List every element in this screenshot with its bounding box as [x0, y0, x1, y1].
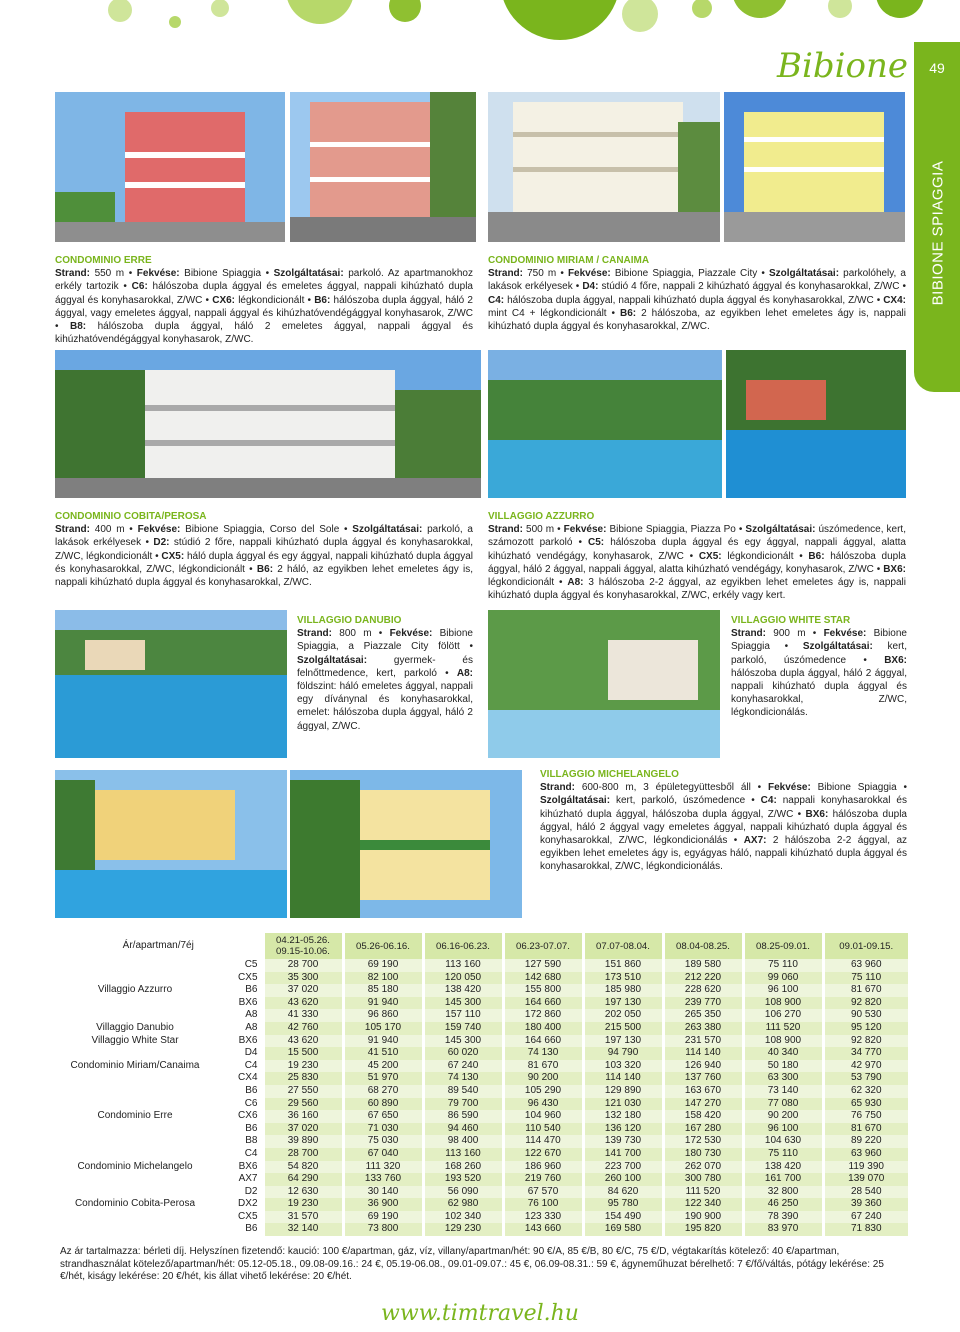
hotel-name: [55, 1148, 215, 1161]
period-header: 07.07-08.04.: [583, 933, 663, 959]
price-cell: 106 270: [743, 1009, 823, 1022]
price-cell: 263 380: [663, 1022, 743, 1035]
desc-villaggio-azzurro: VILLAGGIO AZZURRO Strand: 500 m • Fekvése: Bibione Spiaggia, Piazza Po • Szolgáltatásai: úszómedence, kert, számozott parkoló • C5: hálószoba dupla ággyal és egy ággyal, nappali ággyal, alatta kihúzható vendégágy, konyhasarok, Z/WC • CX5: légkondicionált • B6: hálószoba dupla ággyal, háló 2 ággyal, nappali ággyal, alatta kihúzható vendégágy, konyhasarok, Z/WC • BX6: légkondicionált • A8: 3 hálószoba 2-2 ággyal, az egyikben lehet emeletes ágy is, nappali kihúzható dupla ággyal és konyhasarokkal, Z/WC, erkély vagy kert.: [488, 511, 906, 602]
apartment-type: D2: [244, 1185, 258, 1197]
apartment-type: CX4: [238, 1072, 258, 1084]
price-cell: 62 320: [823, 1085, 908, 1098]
hotel-name: [55, 1186, 215, 1199]
price-row: [55, 1035, 908, 1048]
price-cell: 32 140: [263, 1223, 343, 1236]
hotel-name: Villaggio Danubio: [96, 1021, 174, 1033]
price-cell: 90 200: [503, 1072, 583, 1085]
section-title: CONDOMINIO MIRIAM / CANAIMA: [488, 255, 650, 266]
price-cell: 180 400: [503, 1022, 583, 1035]
hotel-name: Condominio Michelangelo: [77, 1160, 193, 1172]
price-cell: 41 330: [263, 1009, 343, 1022]
photo-white-star-1: [488, 610, 720, 758]
section-title: CONDOMINIO ERRE: [55, 255, 152, 266]
price-cell: 81 670: [503, 1060, 583, 1073]
hotel-name: [55, 1085, 215, 1098]
price-cell: 126 940: [663, 1060, 743, 1073]
price-cell: 29 560: [263, 1098, 343, 1111]
price-cell: 212 220: [663, 972, 743, 985]
price-cell: 133 760: [343, 1173, 423, 1186]
desc-villaggio-white-star: VILLAGGIO WHITE STAR Strand: 900 m • Fekvése: Bibione Spiaggia • Szolgáltatásai: kert, parkoló, úszómedence • BX6: hálószoba dupla ággyal, háló 2 ággyal, nappali kihúzható dupla ággyal és konyhasarokkal, Z/WC, légkondicionálás.: [731, 615, 907, 719]
price-cell: 81 670: [823, 984, 908, 997]
price-row: [55, 1161, 908, 1174]
price-cell: 32 800: [743, 1186, 823, 1199]
period-header: 06.23-07.07.: [503, 933, 583, 959]
desc-condominio-erre: CONDOMINIO ERRE Strand: 550 m • Fekvése: Bibione Spiaggia • Szolgáltatásai: parkoló. Az apartmanokhoz erkély tartozik • C6: hálószoba dupla ággyal és emeletes ággyal, nappali kihúzható dupla ággyal és konyhasarokkal, Z/WC • CX6: légkondicionált • B6: hálószoba dupla ággyal, háló 2 ággyal, vagy emeletes ággyal, nappali ággyal és kihúzhatóvendégággyal konyhasarok, Z/WC • B8: hálószoba dupla ággyal, háló 2 emeletes ággyal, nappali ággyal és kihúzhatóvendégággyal konyhasarok, Z/WC.: [55, 255, 473, 346]
desc-villaggio-michelangelo: VILLAGGIO MICHELANGELO Strand: 600-800 m, 3 épületegyüttesből áll • Fekvése: Bibione Spiaggia • Szolgáltatásai: kert, parkoló, úszómedence • C4: nappali konyhasarokkal és kihúzható dupla ággyal, hálószoba dupla ággyal, Z/WC • BX6: hálószoba dupla ággyal, háló 2 ággyal vagy emeletes ággyal, nappali kihúzható dupla ággyal és konyhasarokkal, Z/WC, légkondicionálás • AX7: 2 hálószoba 2-2 ággyal, az egyikben lehet emeletes ágy is, egyágyas háló, nappali kihúzható dupla ággyal és konyhasarokkal, Z/WC, légkondicionálás.: [540, 769, 908, 873]
price-cell: 145 300: [423, 1035, 503, 1048]
price-cell: 75 110: [823, 972, 908, 985]
price-cell: 67 650: [343, 1110, 423, 1123]
price-cell: 202 050: [583, 1009, 663, 1022]
price-cell: 42 760: [263, 1022, 343, 1035]
price-cell: 113 160: [423, 959, 503, 972]
price-cell: 50 180: [743, 1060, 823, 1073]
hotel-name: [55, 959, 215, 972]
price-cell: 84 620: [583, 1186, 663, 1199]
price-cell: 102 340: [423, 1211, 503, 1224]
price-cell: 86 590: [423, 1110, 503, 1123]
price-cell: 40 340: [743, 1047, 823, 1060]
photo-condominio-erre-2: [290, 92, 476, 242]
price-row: [55, 1085, 908, 1098]
price-cell: 139 070: [823, 1173, 908, 1186]
hotel-name: Villaggio White Star: [91, 1034, 179, 1046]
price-cell: 42 970: [823, 1060, 908, 1073]
price-cell: 37 020: [263, 984, 343, 997]
apartment-type: C4: [244, 1147, 258, 1159]
price-cell: 46 250: [743, 1198, 823, 1211]
desc-villaggio-danubio: VILLAGGIO DANUBIO Strand: 800 m • Fekvése: Bibione Spiaggia, a Piazzale City fölött • Szolgáltatásai: gyermek- és felnőttmedence, kert, parkoló • A8: földszint: háló emeletes ággyal, nappali egy díványnal és konyhasarokkal, emelet: hálószoba dupla ággyal, háló 2 ággyal, Z/WC.: [297, 615, 473, 732]
price-cell: 62 980: [423, 1198, 503, 1211]
price-cell: 138 420: [743, 1161, 823, 1174]
price-row: [55, 1211, 908, 1224]
price-cell: 67 040: [343, 1148, 423, 1161]
price-row: [55, 972, 908, 985]
price-cell: 104 630: [743, 1135, 823, 1148]
apartment-type: B8: [245, 1135, 258, 1147]
price-cell: 95 780: [583, 1198, 663, 1211]
price-row: [55, 1148, 908, 1161]
hotel-name: [55, 1047, 215, 1060]
price-cell: 145 300: [423, 997, 503, 1010]
price-cell: 197 130: [583, 997, 663, 1010]
price-cell: 219 760: [503, 1173, 583, 1186]
price-row: [55, 1072, 908, 1085]
price-row: [55, 1009, 908, 1022]
price-cell: 129 230: [423, 1223, 503, 1236]
price-cell: 108 900: [743, 1035, 823, 1048]
price-footnote: Az ár tartalmazza: bérleti díj. Helyszínen fizetendő: kaució: 100 €/apartman, gáz, víz, villany/apartman/hét: 90 €/A, 85 €/B, 80 €/C, 75 €/D, végtakarítás kötelező: 40 €/apartman, strandhasználat kötelező/apartman/hét: 05.12-05.18., 09.08-09.16.: 24 €, 05.19-06.08., 09.01-09.07.: 45 €, 06.09-08.31.: 59 €, ágyneműhuzat bérelhető: 7 €/fő/váltás, pótágy lekérése: 25 €/hét, kiságy lekérése: 20 €/hét, kis állat vihető lekérése: 20 €/hét.: [60, 1246, 884, 1283]
price-cell: 78 390: [743, 1211, 823, 1224]
price-cell: 122 340: [663, 1198, 743, 1211]
price-cell: 300 780: [663, 1173, 743, 1186]
brand-logo: Bibione: [777, 46, 908, 86]
price-cell: 96 430: [503, 1098, 583, 1111]
price-cell: 53 790: [823, 1072, 908, 1085]
price-cell: 141 700: [583, 1148, 663, 1161]
price-cell: 186 960: [503, 1161, 583, 1174]
price-cell: 119 390: [823, 1161, 908, 1174]
price-cell: 180 730: [663, 1148, 743, 1161]
price-cell: 167 280: [663, 1123, 743, 1136]
price-cell: 35 300: [263, 972, 343, 985]
apartment-type: A8: [245, 1021, 258, 1033]
price-cell: 185 980: [583, 984, 663, 997]
price-cell: 75 110: [743, 1148, 823, 1161]
price-cell: 123 330: [503, 1211, 583, 1224]
price-cell: 39 890: [263, 1135, 343, 1148]
period-header: 05.26-06.16.: [343, 933, 423, 959]
price-cell: 122 670: [503, 1148, 583, 1161]
price-cell: 127 590: [503, 959, 583, 972]
photo-canaima-1: [724, 92, 905, 242]
price-cell: 151 860: [583, 959, 663, 972]
price-cell: 19 230: [263, 1198, 343, 1211]
price-cell: 54 820: [263, 1161, 343, 1174]
price-cell: 111 320: [343, 1161, 423, 1174]
price-cell: 189 580: [663, 959, 743, 972]
price-cell: 74 130: [423, 1072, 503, 1085]
price-cell: 104 960: [503, 1110, 583, 1123]
photo-azzurro-1: [488, 350, 722, 498]
hotel-name: [55, 1223, 215, 1236]
apartment-type: CX5: [238, 971, 258, 983]
price-cell: 74 130: [503, 1047, 583, 1060]
price-cell: 92 820: [823, 997, 908, 1010]
price-cell: 91 940: [343, 1035, 423, 1048]
price-cell: 85 180: [343, 984, 423, 997]
price-cell: 65 930: [823, 1098, 908, 1111]
price-cell: 147 270: [663, 1098, 743, 1111]
price-row: [55, 1223, 908, 1236]
price-row: [55, 1110, 908, 1123]
price-cell: 161 700: [743, 1173, 823, 1186]
price-cell: 41 510: [343, 1047, 423, 1060]
photo-danubio-1: [55, 610, 287, 758]
price-cell: 28 700: [263, 1148, 343, 1161]
apartment-type: B6: [245, 984, 258, 996]
price-cell: 63 300: [743, 1072, 823, 1085]
apartment-type: B6: [245, 1084, 258, 1096]
desc-condominio-cobita: CONDOMINIO COBITA/PEROSA Strand: 400 m • Fekvése: Bibione Spiaggia, Corso del Sole • Szolgáltatásai: parkoló, a lakások erkélyesek • D2: stúdió 2 főre, nappali kihúzható dupla ággyal és konyhasarokkal, Z/WC, légkondicionált • CX5: háló dupla ággyal és egy ággyal, nappali kihúzható dupla ággyal és konyhasarokkal, Z/WC, légkondicionált • B6: 2 háló, az egyikben lehet emeletes ágy is, nappali kihúzható dupla ággyal és konyhasarokkal, Z/WC.: [55, 511, 473, 589]
price-cell: 89 540: [423, 1085, 503, 1098]
price-cell: 73 800: [343, 1223, 423, 1236]
price-cell: 111 520: [743, 1022, 823, 1035]
price-cell: 19 230: [263, 1060, 343, 1073]
price-cell: 139 730: [583, 1135, 663, 1148]
price-cell: 99 060: [743, 972, 823, 985]
apartment-type: C4: [244, 1059, 258, 1071]
price-table-corner: Ár/apartman/7éj: [122, 939, 194, 951]
price-cell: 83 970: [743, 1223, 823, 1236]
price-cell: 154 490: [583, 1211, 663, 1224]
decorative-bubbles: [0, 0, 960, 44]
section-title: VILLAGGIO DANUBIO: [297, 615, 402, 626]
price-cell: 69 190: [343, 959, 423, 972]
price-cell: 37 020: [263, 1123, 343, 1136]
price-cell: 43 620: [263, 997, 343, 1010]
hotel-name: [55, 972, 215, 985]
price-cell: 94 790: [583, 1047, 663, 1060]
side-label: BIBIONE SPIAGGIA: [929, 160, 947, 306]
price-cell: 45 200: [343, 1060, 423, 1073]
price-cell: 136 120: [583, 1123, 663, 1136]
price-cell: 164 660: [503, 1035, 583, 1048]
price-cell: 90 530: [823, 1009, 908, 1022]
price-cell: 56 090: [423, 1186, 503, 1199]
price-row: [55, 1123, 908, 1136]
price-row: [55, 959, 908, 972]
photo-michelangelo-1: [55, 770, 287, 918]
apartment-type: B6: [245, 1223, 258, 1235]
apartment-type: BX6: [238, 1034, 258, 1046]
price-cell: 121 030: [583, 1098, 663, 1111]
photo-azzurro-2: [726, 350, 906, 498]
price-row: [55, 1060, 908, 1073]
section-title: CONDOMINIO COBITA/PEROSA: [55, 511, 207, 522]
price-cell: 95 120: [823, 1022, 908, 1035]
desc-condominio-miriam: CONDOMINIO MIRIAM / CANAIMA Strand: 750 m • Fekvése: Bibione Spiaggia, Piazzale City • Szolgáltatásai: parkolóhely, a lakások erkélyesek • D4: stúdió 4 főre, nappali 2 kihúzható ággyal és konyhasarokkal, Z/WC • C4: hálószoba dupla ággyal, nappali kihúzható dupla ággyal és konyhasarokkal, Z/WC • CX4: mint C4 + légkondicionált • B6: 2 hálószoba, az egyikben lehet emeletes ágy is, nappali kihúzható dupla ággyal és konyhasarokkal, Z/WC.: [488, 255, 906, 333]
apartment-type: A8: [245, 1009, 258, 1021]
price-cell: 262 070: [663, 1161, 743, 1174]
price-cell: 76 100: [503, 1198, 583, 1211]
price-row: [55, 1173, 908, 1186]
period-header: 06.16-06.23.: [423, 933, 503, 959]
price-row: [55, 1198, 908, 1211]
photo-condominio-erre-1: [55, 92, 285, 242]
apartment-type: BX6: [238, 1160, 258, 1172]
price-cell: 39 360: [823, 1198, 908, 1211]
price-cell: 155 800: [503, 984, 583, 997]
price-cell: 96 100: [743, 1123, 823, 1136]
period-header: 08.25-09.01.: [743, 933, 823, 959]
price-cell: 168 260: [423, 1161, 503, 1174]
hotel-name: [55, 1123, 215, 1136]
price-cell: 77 080: [743, 1098, 823, 1111]
price-cell: 12 630: [263, 1186, 343, 1199]
hotel-name: [55, 1072, 215, 1085]
hotel-name: [55, 1098, 215, 1111]
price-row: [55, 1022, 908, 1035]
price-cell: 28 540: [823, 1186, 908, 1199]
price-cell: 105 290: [503, 1085, 583, 1098]
hotel-name: [55, 1009, 215, 1022]
price-cell: 169 580: [583, 1223, 663, 1236]
price-cell: 69 190: [343, 1211, 423, 1224]
apartment-type: B6: [245, 1122, 258, 1134]
apartment-type: BX6: [238, 996, 258, 1008]
page-number: 49: [929, 60, 945, 76]
photo-cobita-1: [55, 350, 481, 498]
price-cell: 81 670: [823, 1123, 908, 1136]
price-cell: 96 100: [743, 984, 823, 997]
period-header: 08.04-08.25.: [663, 933, 743, 959]
price-cell: 103 320: [583, 1060, 663, 1073]
apartment-type: DX2: [238, 1198, 258, 1210]
price-cell: 120 050: [423, 972, 503, 985]
price-cell: 164 660: [503, 997, 583, 1010]
price-cell: 197 130: [583, 1035, 663, 1048]
price-cell: 30 140: [343, 1186, 423, 1199]
price-cell: 193 520: [423, 1173, 503, 1186]
price-cell: 36 900: [343, 1198, 423, 1211]
section-title: VILLAGGIO MICHELANGELO: [540, 769, 679, 780]
price-cell: 71 830: [823, 1223, 908, 1236]
price-cell: 239 770: [663, 997, 743, 1010]
price-row: [55, 1135, 908, 1148]
price-cell: 265 350: [663, 1009, 743, 1022]
price-row: [55, 997, 908, 1010]
apartment-type: D4: [244, 1047, 258, 1059]
website-url[interactable]: www.timtravel.hu: [381, 1301, 579, 1326]
price-cell: 43 620: [263, 1035, 343, 1048]
price-cell: 90 200: [743, 1110, 823, 1123]
price-cell: 138 420: [423, 984, 503, 997]
price-cell: 173 510: [583, 972, 663, 985]
price-table: [55, 933, 908, 1236]
price-cell: 172 530: [663, 1135, 743, 1148]
price-row: [55, 984, 908, 997]
price-cell: 82 100: [343, 972, 423, 985]
price-cell: 63 960: [823, 959, 908, 972]
hotel-name: [55, 1135, 215, 1148]
price-cell: 89 220: [823, 1135, 908, 1148]
price-cell: 260 100: [583, 1173, 663, 1186]
hotel-name: Condominio Erre: [97, 1110, 173, 1122]
price-cell: 60 890: [343, 1098, 423, 1111]
price-cell: 172 860: [503, 1009, 583, 1022]
price-cell: 73 140: [743, 1085, 823, 1098]
hotel-name: [55, 997, 215, 1010]
price-cell: 132 180: [583, 1110, 663, 1123]
price-cell: 51 970: [343, 1072, 423, 1085]
price-cell: 27 550: [263, 1085, 343, 1098]
hotel-name: Condominio Cobita-Perosa: [74, 1198, 196, 1210]
price-cell: 79 700: [423, 1098, 503, 1111]
price-cell: 142 680: [503, 972, 583, 985]
price-cell: 137 760: [663, 1072, 743, 1085]
price-cell: 68 270: [343, 1085, 423, 1098]
price-cell: 71 030: [343, 1123, 423, 1136]
price-cell: 114 140: [583, 1072, 663, 1085]
period-header: 09.01-09.15.: [823, 933, 908, 959]
price-cell: 31 570: [263, 1211, 343, 1224]
price-cell: 67 240: [423, 1060, 503, 1073]
apartment-type: CX5: [238, 1210, 258, 1222]
price-cell: 114 140: [663, 1047, 743, 1060]
price-cell: 143 660: [503, 1223, 583, 1236]
price-cell: 63 960: [823, 1148, 908, 1161]
hotel-name: [55, 1211, 215, 1224]
price-cell: 110 540: [503, 1123, 583, 1136]
price-cell: 195 820: [663, 1223, 743, 1236]
price-row: [55, 1098, 908, 1111]
price-cell: 36 160: [263, 1110, 343, 1123]
section-title: VILLAGGIO AZZURRO: [488, 511, 595, 522]
price-cell: 64 290: [263, 1173, 343, 1186]
photo-miriam-1: [488, 92, 720, 242]
price-cell: 34 770: [823, 1047, 908, 1060]
price-cell: 76 750: [823, 1110, 908, 1123]
section-title: VILLAGGIO WHITE STAR: [731, 615, 851, 626]
price-cell: 92 820: [823, 1035, 908, 1048]
price-cell: 15 500: [263, 1047, 343, 1060]
price-cell: 91 940: [343, 997, 423, 1010]
price-cell: 129 890: [583, 1085, 663, 1098]
price-cell: 190 900: [663, 1211, 743, 1224]
hotel-name: Villaggio Azzurro: [97, 984, 173, 996]
price-cell: 67 570: [503, 1186, 583, 1199]
price-cell: 105 170: [343, 1022, 423, 1035]
price-row: [55, 1047, 908, 1060]
price-cell: 163 670: [663, 1085, 743, 1098]
apartment-type: CX6: [238, 1110, 258, 1122]
price-table-header: [55, 933, 908, 959]
price-row: [55, 1186, 908, 1199]
price-cell: 75 110: [743, 959, 823, 972]
price-cell: 114 470: [503, 1135, 583, 1148]
price-cell: 159 740: [423, 1022, 503, 1035]
price-cell: 67 240: [823, 1211, 908, 1224]
price-cell: 215 500: [583, 1022, 663, 1035]
price-cell: 231 570: [663, 1035, 743, 1048]
price-cell: 113 160: [423, 1148, 503, 1161]
price-cell: 108 900: [743, 997, 823, 1010]
price-cell: 111 520: [663, 1186, 743, 1199]
price-cell: 96 860: [343, 1009, 423, 1022]
hotel-name: Condominio Miriam/Canaima: [70, 1059, 200, 1071]
price-cell: 28 700: [263, 959, 343, 972]
apartment-type: AX7: [238, 1173, 258, 1185]
price-cell: 158 420: [663, 1110, 743, 1123]
period-header: 04.21-05.26. 09.15-10.06.: [263, 933, 343, 959]
price-cell: 157 110: [423, 1009, 503, 1022]
price-cell: 98 400: [423, 1135, 503, 1148]
apartment-type: C5: [244, 959, 258, 970]
apartment-type: C6: [244, 1097, 258, 1109]
photo-michelangelo-2: [290, 770, 522, 918]
price-cell: 75 030: [343, 1135, 423, 1148]
price-cell: 60 020: [423, 1047, 503, 1060]
price-cell: 25 830: [263, 1072, 343, 1085]
price-cell: 223 700: [583, 1161, 663, 1174]
price-cell: 228 620: [663, 984, 743, 997]
price-cell: 94 460: [423, 1123, 503, 1136]
hotel-name: [55, 1173, 215, 1186]
